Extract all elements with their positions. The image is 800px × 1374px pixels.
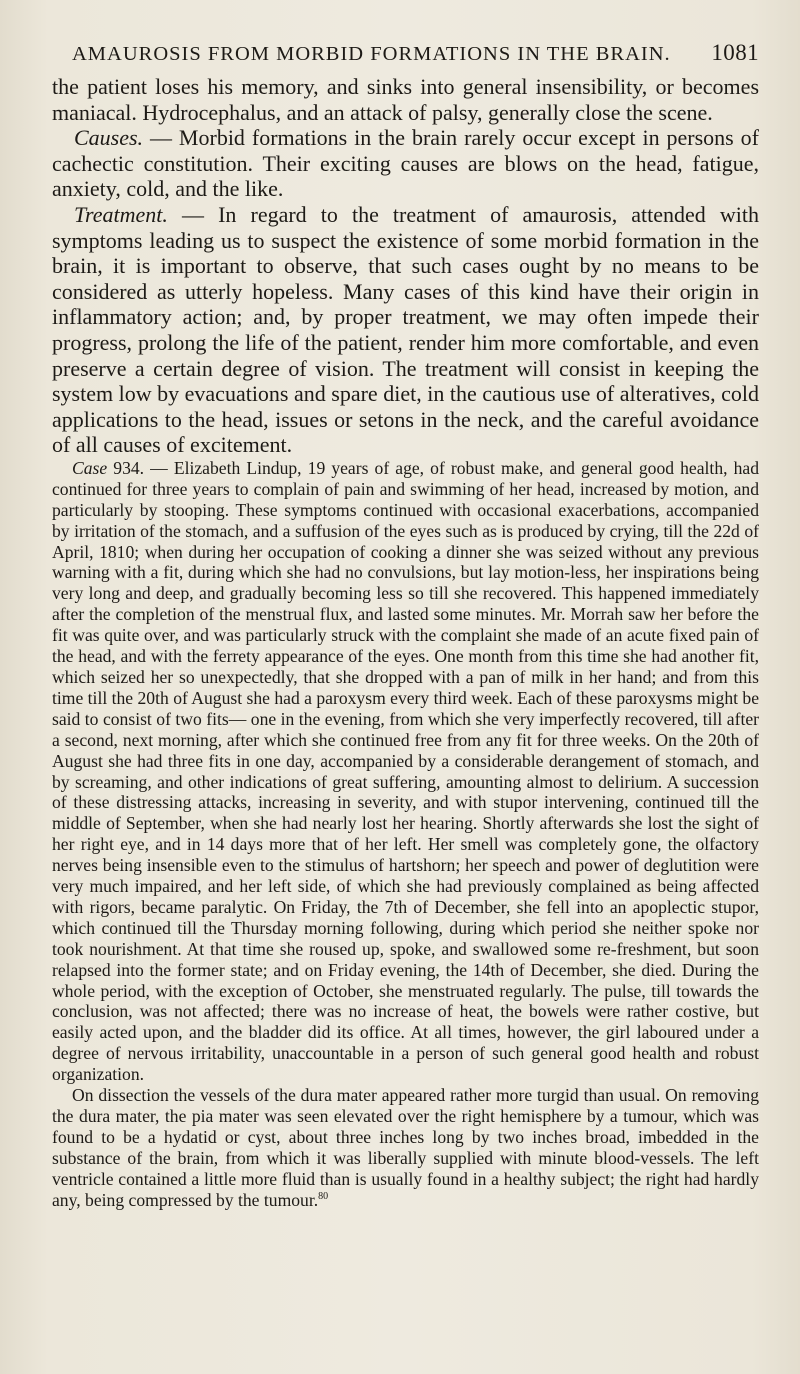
treatment-label: Treatment. [74,201,168,227]
main-text [52,74,759,458]
case-text: — Elizabeth Lindup, 19 years of age, of robust make, and general good health, had continued for three years to complain of pain and swimming of her head, increased by motion, and particularly by stooping. These symptoms continued with occasional exacerbations, accompanied by irritation of the stomach, and a suffusion of the eyes such as is produced by crying, till the 22d of April, 1810; when during her occupation of cooking a dinner she was seized without any previous warning with a fit, during which she had no convulsions, but lay motion-less, her inspirations being very long and deep, and gradually becoming less so till she recovered. This happened immediately after the completion of the menstrual flux, and lasted some minutes. Mr. Morrah saw her before the fit was quite over, and was particularly struck with the complaint she made of an acute fixed pain of the head, and with the ferrety appearance of the eyes. One month from this time she had another fit, which seized her so unexpectedly, that she dropped with a pan of milk in her hand; and from this time till the 20th of August she had a paroxysm every third week. Each of these paroxysms might be said to consist of two fits— one in the evening, from which she very imperfectly recovered, till after a second, next morning, after which she continued free from any fit for three weeks. On the 20th of August she had three fits in one day, accompanied by a considerable derangement of stomach, and by screaming, and other indications of great suffering, amounting almost to delirium. A succession of these distressing attacks, increasing in severity, and with stupor intervening, continued till the middle of September, when she had nearly lost her hearing. Shortly afterwards she lost the sight of her right eye, and in 14 days more that of her left. Her smell was completely gone, the olfactory nerves being insensible even to the stimulus of hartshorn; her speech and power of deglutition were very much impaired, and her left side, of which she had previously complained as being affected with rigors, became paralytic. On Friday, the 7th of December, she fell into an apoplectic stupor, which continued till the Thursday morning following, during which period she neither spoke nor took nourishment. At that time she roused up, spoke, and swallowed some re-freshment, but soon relapsed into the former state; and on Friday evening, the 14th of December, she died. During the whole period, with the exception of October, she menstruated regularly. The pulse, till towards the conclusion, was not affected; there was no increase of heat, the bowels were rather costive, but easily acted upon, and the bladder did its office. At all times, however, the girl laboured under a degree of nervous irritability, unaccountable in a person of such general good health and robust organization. [52,457,760,1085]
case-report [52,458,759,1211]
case-number: 934. [113,457,145,478]
running-title: AMAUROSIS FROM MORBID FORMATIONS IN THE BRAIN. [72,43,671,65]
treatment-text: — In regard to the treatment of amaurosis, attended with symptoms leading us to suspect the existence of some morbid formation in the brain, it is important to observe, that such cases ought by no means to be considered as utterly hopeless. Many cases of this kind have their origin in inflammatory action; and, by proper treatment, we may often impede their progress, prolong the life of the patient, render him more comfortable, and even preserve a certain degree of vision. The treatment will consist in keeping the system low by evacuations and spare diet, in the cautious use of alteratives, cold applications to the head, issues or setons in the neck, and the careful avoidance of all causes of excitement. [52,201,759,458]
footnote-reference: 80 [318,1190,329,1202]
causes-label: Causes. [74,125,144,151]
dissection-paragraph [52,1085,759,1210]
case-paragraph [52,458,759,1085]
page-number: 1081 [711,40,759,65]
case-label: Case [72,457,108,478]
causes-text: — Morbid formations in the brain rarely occur except in persons of cachectic constitution. Their exciting causes are blows on the head, fatigue, anxiety, cold, and the like. [52,125,759,202]
dissection-text: On dissection the vessels of the dura mater appeared rather more turgid than usual. On removing the dura mater, the pia mater was seen elevated over the right hemisphere by a tumour, which was found to be a hydatid or cyst, about three inches long by two inches broad, imbedded in the substance of the brain, from which it was liberally supplied with minute blood-vessels. The left ventricle contained a little more fluid than is usually found in a healthy subject; the right had hardly any, being compressed by the tumour. [52,1085,759,1210]
intro-paragraph: the patient loses his memory, and sinks into general insensibility, or becomes maniacal. Hydrocephalus, and an attack of palsy, generally close the scene. [52,74,759,125]
running-header [52,40,759,74]
causes-paragraph [52,125,759,202]
treatment-paragraph [52,202,759,458]
